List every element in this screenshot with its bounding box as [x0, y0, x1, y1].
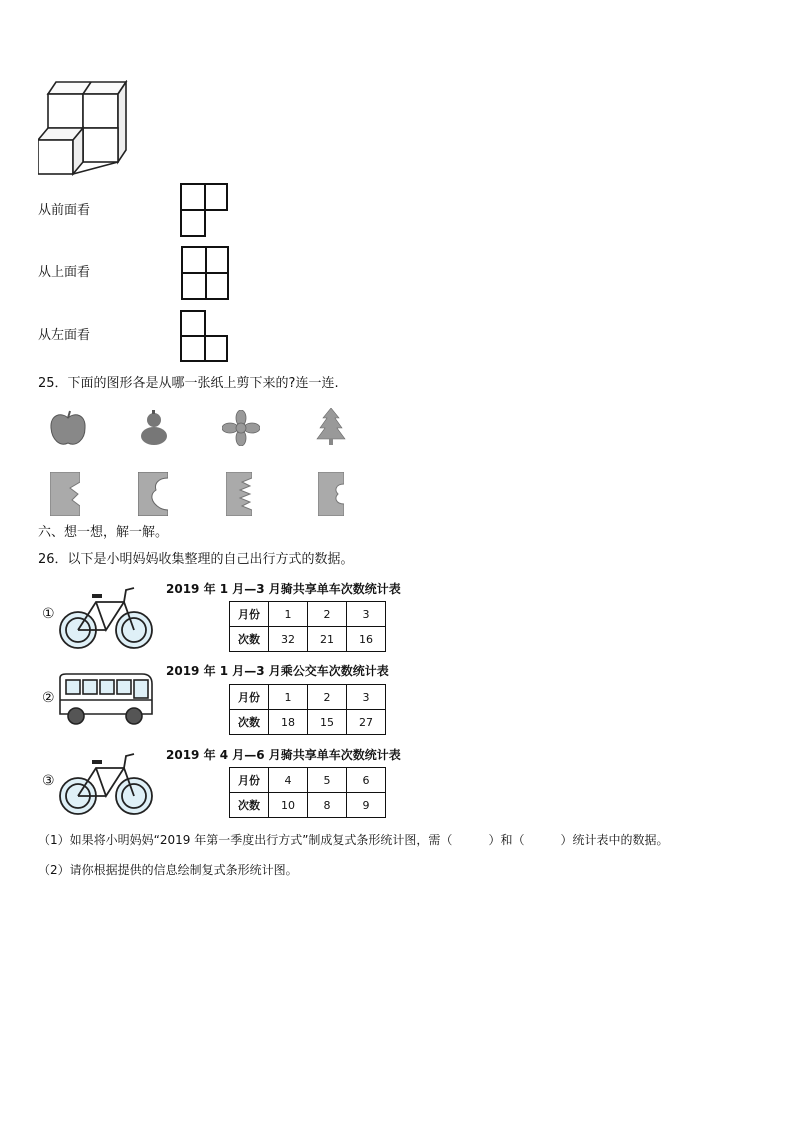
paper-apple-cut-icon: [318, 472, 344, 516]
table-1-cell: 2: [308, 602, 347, 627]
table-1-row-header-month: 月份: [230, 602, 269, 627]
table-3-cell: 10: [269, 793, 308, 818]
table-3-cell: 5: [308, 768, 347, 793]
subquestion-1-part-b: ）和（: [488, 833, 525, 847]
table-2-row-header-month: 月份: [230, 685, 269, 710]
left-view-grid: [180, 310, 228, 362]
table-3-cell: 4: [269, 768, 308, 793]
table-1: [229, 601, 386, 652]
table-1-cell: 21: [308, 627, 347, 652]
table-1-cell: 32: [269, 627, 308, 652]
bicycle-icon: [56, 748, 156, 818]
table-3-row-header-month: 月份: [230, 768, 269, 793]
paper-zigzag-cut-icon: [226, 472, 252, 516]
subquestion-1-part-c: ）统计表中的数据。: [560, 833, 669, 847]
bicycle-icon: [56, 582, 156, 652]
front-view-grid: [180, 183, 228, 237]
table-3-title: 2019 年 4 月—6 月骑共享单车次数统计表: [166, 748, 401, 762]
table-2: [229, 684, 386, 735]
flower-shape-icon: [222, 410, 260, 446]
question-25: 25．下面的图形各是从哪一张纸上剪下来的?连一连.: [38, 376, 339, 391]
tree-shape-icon: [316, 408, 346, 446]
table-1-row-header-count: 次数: [230, 627, 269, 652]
table-3-cell: 9: [347, 793, 386, 818]
view-label-top: 从上面看: [38, 265, 91, 280]
table-2-cell: 3: [347, 685, 386, 710]
view-label-front: 从前面看: [38, 203, 91, 218]
table-2-cell: 27: [347, 710, 386, 735]
cube-solid-figure: [38, 80, 130, 176]
marker-3: ③: [42, 773, 55, 789]
section-6-heading: 六、想一想，解一解。: [38, 525, 169, 540]
table-2-cell: 1: [269, 685, 308, 710]
table-1-cell: 16: [347, 627, 386, 652]
table-3-cell: 8: [308, 793, 347, 818]
table-3-cell: 6: [347, 768, 386, 793]
apple-shape-icon: [48, 410, 88, 448]
view-label-left: 从左面看: [38, 328, 91, 343]
table-1-cell: 1: [269, 602, 308, 627]
marker-2: ②: [42, 690, 55, 706]
table-2-row-header-count: 次数: [230, 710, 269, 735]
gourd-shape-icon: [137, 410, 171, 446]
table-2-cell: 18: [269, 710, 308, 735]
bus-icon: [56, 670, 156, 726]
question-26: 26．以下是小明妈妈收集整理的自己出行方式的数据。: [38, 552, 354, 567]
table-3-row-header-count: 次数: [230, 793, 269, 818]
marker-1: ①: [42, 606, 55, 622]
table-2-title: 2019 年 1 月—3 月乘公交车次数统计表: [166, 664, 389, 678]
table-1-title: 2019 年 1 月—3 月骑共享单车次数统计表: [166, 582, 401, 596]
subquestion-1: [38, 832, 668, 848]
paper-gourd-cut-icon: [138, 472, 168, 516]
subquestion-1-part-a: （1）如果将小明妈妈“2019 年第一季度出行方式”制成复式条形统计图，需（: [38, 833, 453, 847]
table-2-cell: 2: [308, 685, 347, 710]
subquestion-2: （2）请你根据提供的信息绘制复式条形统计图。: [38, 863, 298, 877]
table-2-cell: 15: [308, 710, 347, 735]
paper-tree-cut-icon: [50, 472, 80, 516]
top-view-grid: [181, 246, 229, 300]
table-3: [229, 767, 386, 818]
table-1-cell: 3: [347, 602, 386, 627]
